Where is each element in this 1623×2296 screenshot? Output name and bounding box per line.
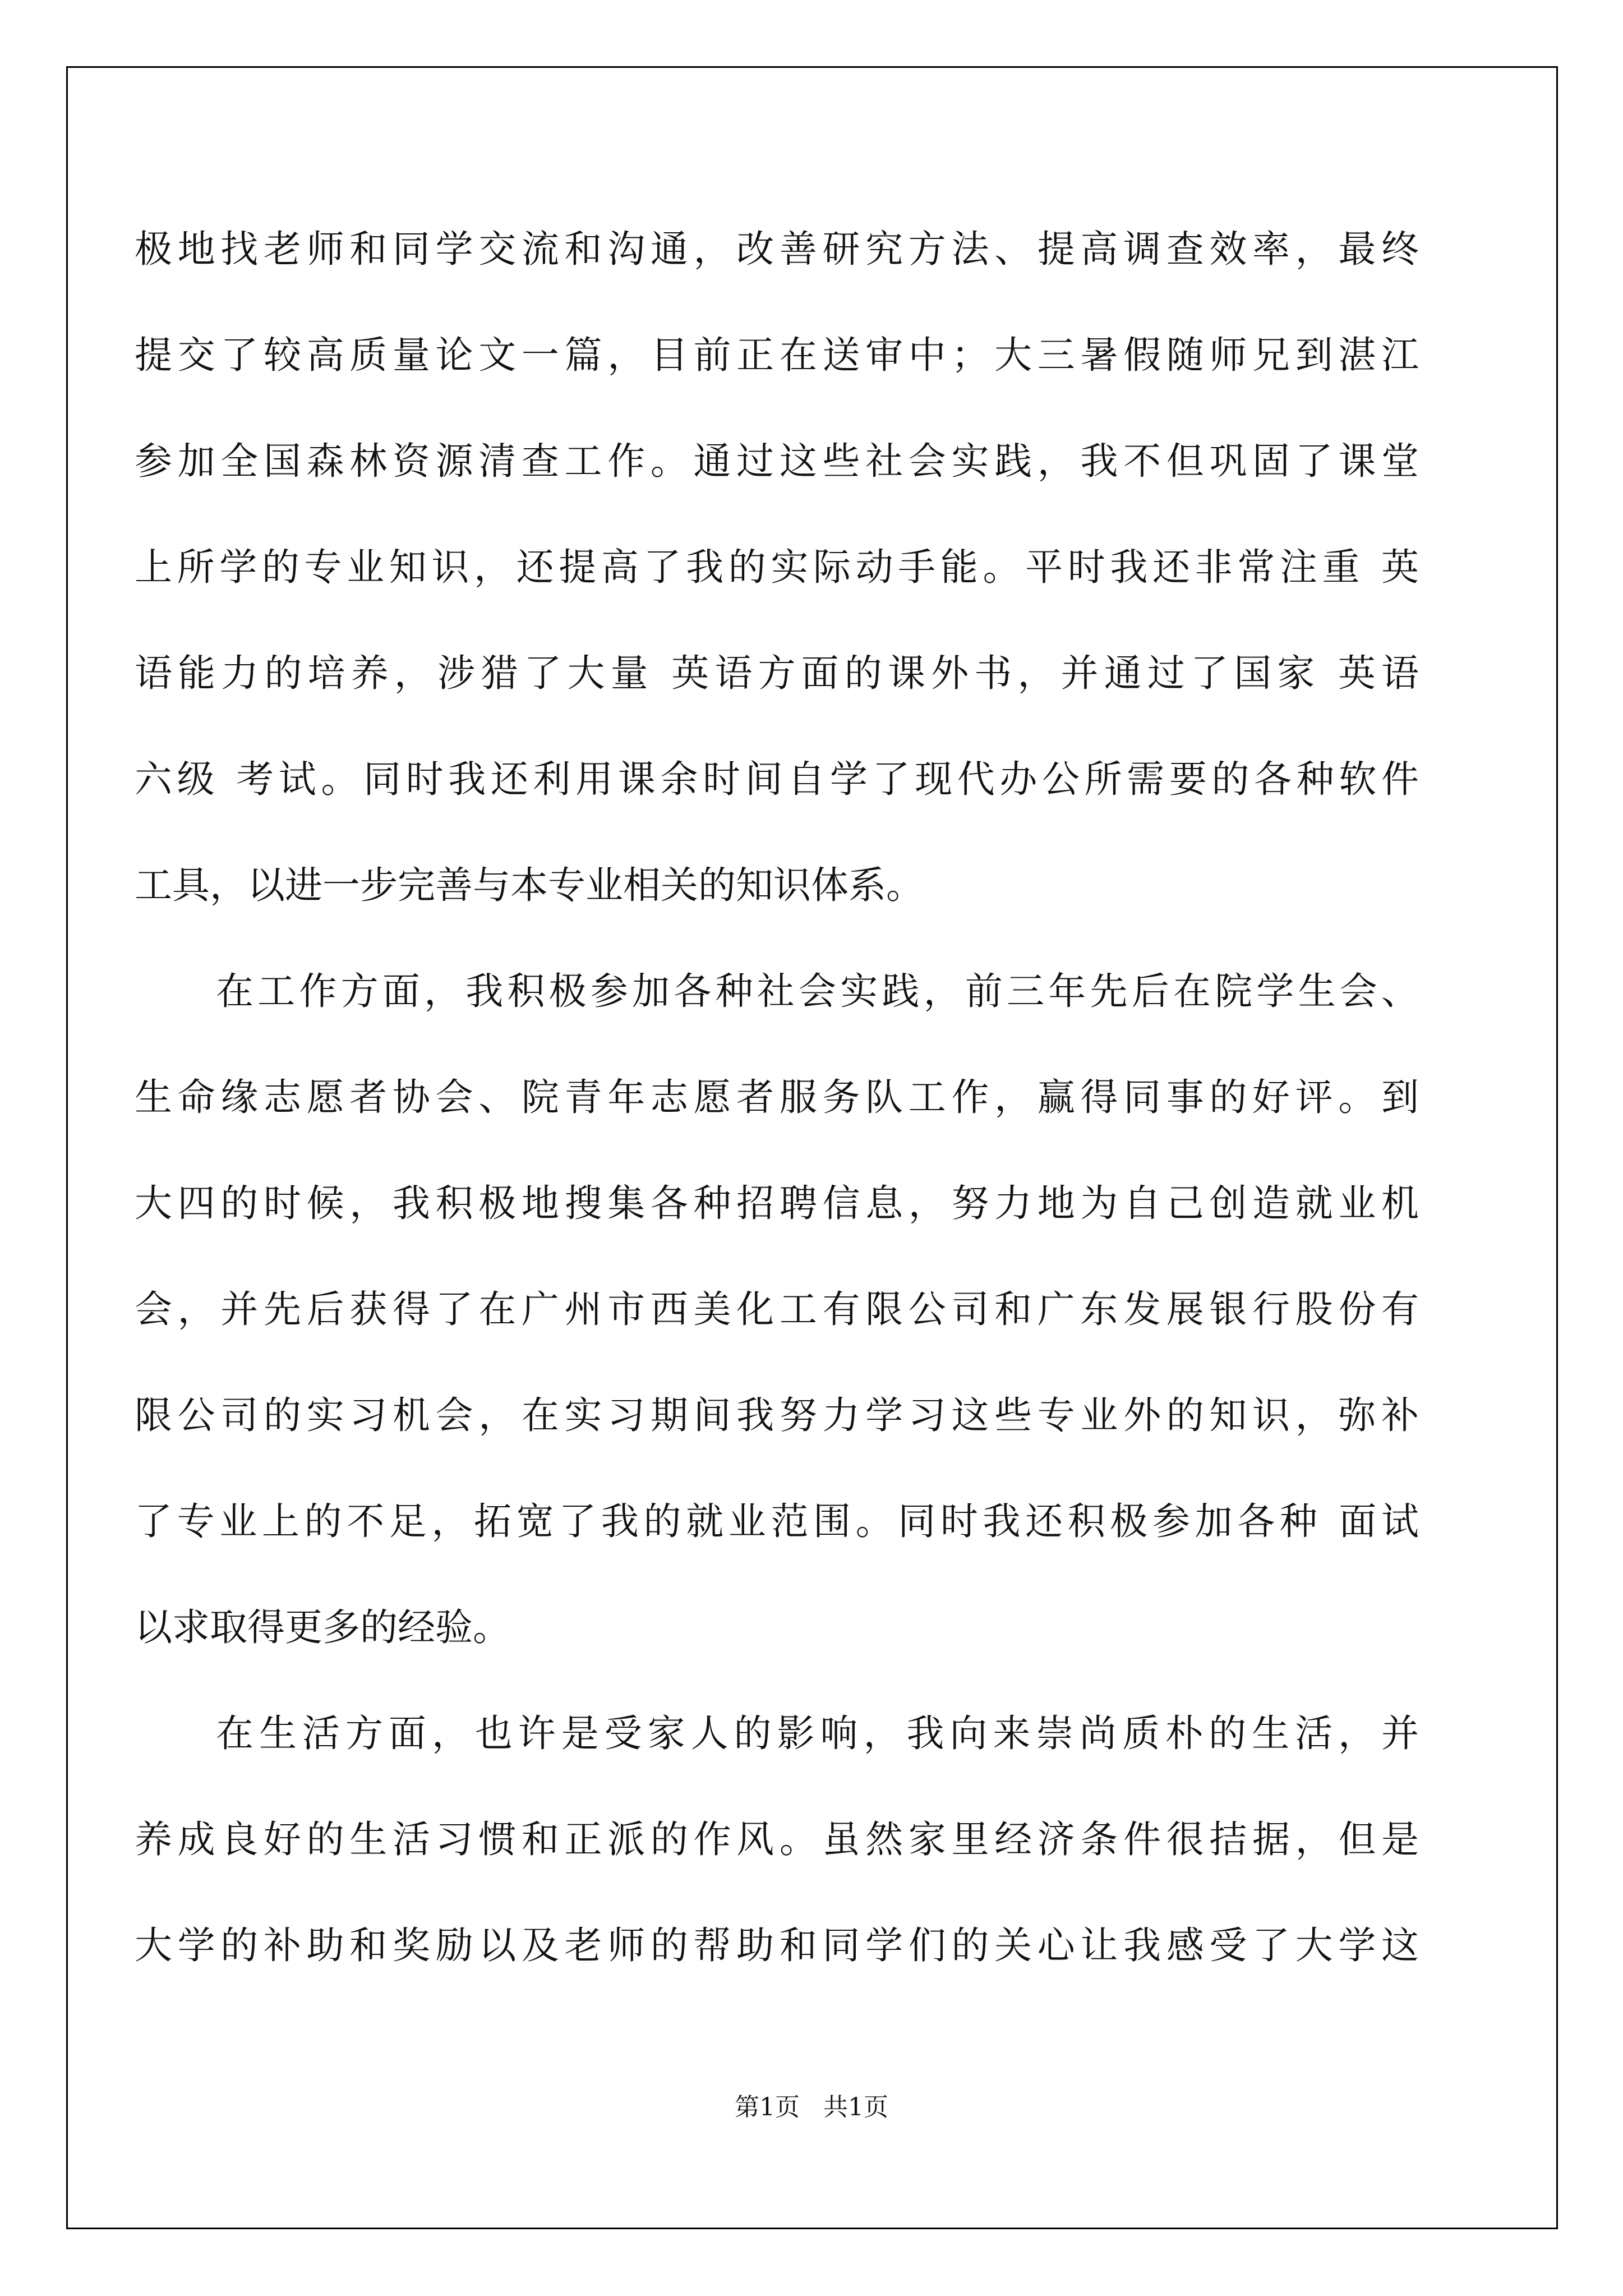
text-line-16: 养成良好的生活习惯和正派的作风。虽然家里经济条件很拮据，但是 <box>135 1818 1419 1861</box>
text-line-11: 会，并先后获得了在广州市西美化工有限公司和广东发展银行股份有 <box>135 1287 1419 1331</box>
text-line-12: 限公司的实习机会，在实习期间我努力学习这些专业外的知识，弥补 <box>135 1393 1419 1437</box>
text-line-3: 参加全国森林资源清查工作。通过这些社会实践，我不但巩固了课堂 <box>135 439 1419 483</box>
text-line-2: 提交了较高质量论文一篇，目前正在送审中；大三暑假随师兄到湛江 <box>135 333 1419 377</box>
text-line-9: 生命缘志愿者协会、院青年志愿者服务队工作，赢得同事的好评。到 <box>135 1075 1419 1119</box>
text-line-14: 以求取得更多的经验。 <box>135 1605 510 1649</box>
text-line-6: 六级 考试。同时我还利用课余时间自学了现代办公所需要的各种软件 <box>135 757 1419 801</box>
page-border <box>66 66 1558 2229</box>
text-line-10: 大四的时候，我积极地搜集各种招聘信息，努力地为自己创造就业机 <box>135 1181 1419 1225</box>
text-line-1: 极地找老师和同学交流和沟通，改善研究方法、提高调查效率，最终 <box>135 227 1419 271</box>
text-line-4: 上所学的专业知识，还提高了我的实际动手能。平时我还非常注重 英 <box>135 545 1419 589</box>
text-line-17: 大学的补助和奖励以及老师的帮助和同学们的关心让我感受了大学这 <box>135 1924 1419 1967</box>
text-line-8: 在工作方面，我积极参加各种社会实践，前三年先后在院学生会、 <box>216 969 1419 1013</box>
text-line-15: 在生活方面，也许是受家人的影响，我向来崇尚质朴的生活，并 <box>216 1711 1419 1755</box>
page-number-footer: 第1页 共1页 <box>735 2093 888 2122</box>
text-line-5: 语能力的培养，涉猎了大量 英语方面的课外书，并通过了国家 英语 <box>135 651 1419 695</box>
text-line-13: 了专业上的不足，拓宽了我的就业范围。同时我还积极参加各种 面试 <box>135 1499 1419 1543</box>
text-line-7: 工具，以进一步完善与本专业相关的知识体系。 <box>135 863 924 907</box>
